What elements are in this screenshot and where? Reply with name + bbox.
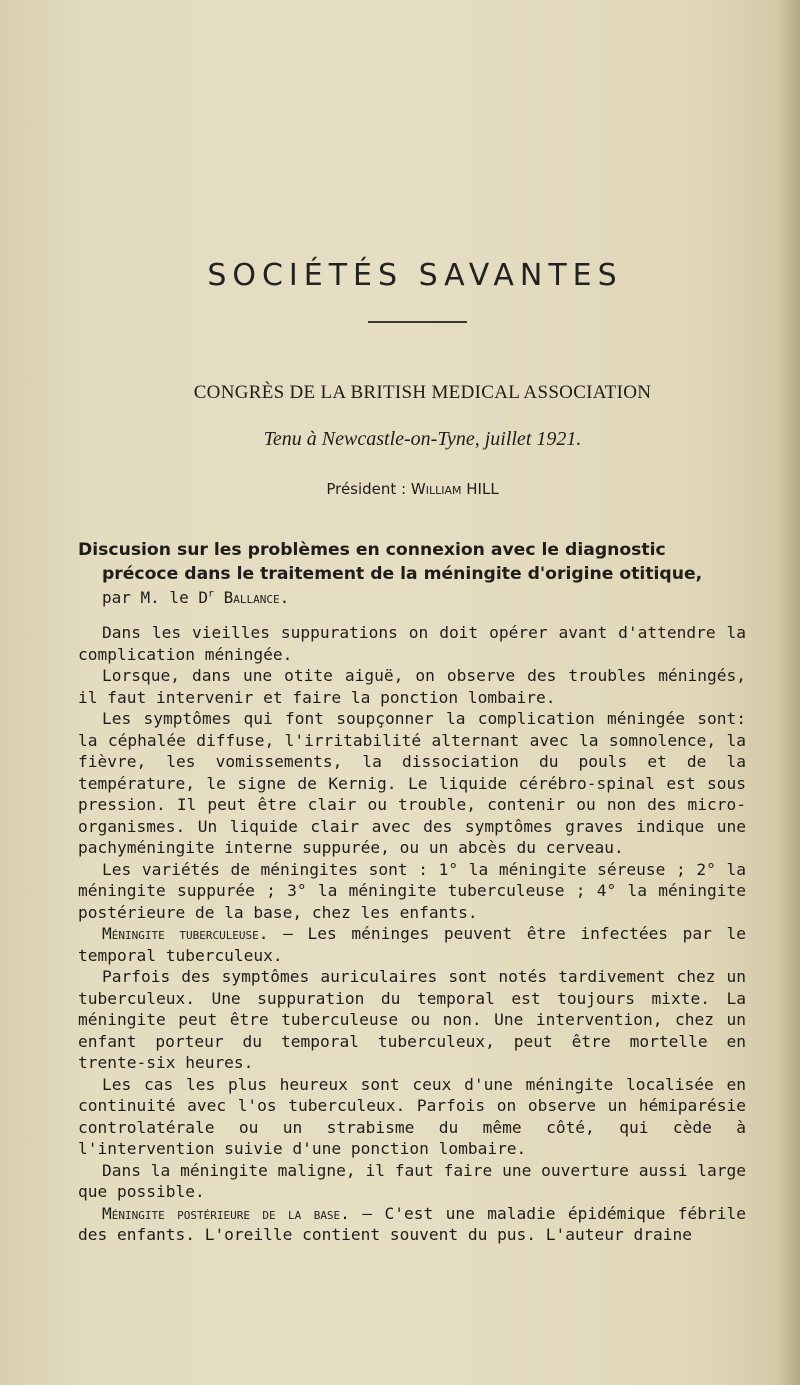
- discussion-title-line1: Discusion sur les problèmes en connexion avec le diagnostic: [78, 540, 666, 560]
- paragraph-9-text: — C'est une maladie épidémique fébrile des enfants. L'oreille contient souvent du pus. L'auteur draine: [78, 1203, 746, 1244]
- section-title: SOCIÉTÉS SAVANTES: [207, 258, 623, 293]
- discussion-title-line2: précoce dans le traitement de la méningite d'origine otitique,: [102, 564, 703, 584]
- paragraph-5-text: — Les méninges peuvent être infectées par le temporal tuberculeux.: [78, 924, 746, 965]
- byline-prefix: par M. le D: [102, 588, 208, 607]
- president-line: [0, 480, 800, 498]
- paragraph-2: Lorsque, dans une otite aiguë, on observe des troubles méningés, il faut intervenir et faire la ponction lombaire.: [78, 666, 746, 707]
- byline-sup: r: [207, 588, 214, 600]
- president-label: Président :: [326, 480, 411, 498]
- byline: [78, 586, 758, 610]
- subheading-posterieure: Méningite postérieure de la base.: [102, 1203, 350, 1223]
- congress-location: Tenu à Newcastle-on-Tyne, juillet 1921.: [263, 428, 582, 450]
- paragraph-9: [78, 1203, 746, 1246]
- paragraph-4: Les variétés de méningites sont : 1° la méningite séreuse ; 2° la méningite suppurée ; 3° la méningite tuberculeuse ; 4° la méningite postérieure de la base, chez les enfants.: [78, 859, 746, 922]
- title-divider: [368, 321, 467, 323]
- discussion-heading: [78, 538, 758, 610]
- page-edge-shadow: [778, 0, 800, 1385]
- president-first-name: William: [410, 480, 462, 498]
- paragraph-8: Dans la méningite maligne, il faut faire une ouverture aussi large que possible.: [78, 1160, 746, 1201]
- paragraph-1: Dans les vieilles suppurations on doit opérer avant d'attendre la complication méningée.: [78, 623, 746, 664]
- byline-author: Ballance.: [214, 588, 290, 607]
- subheading-tuberculeuse: Méningite tuberculeuse.: [102, 924, 269, 943]
- congress-heading: CONGRÈS DE LA BRITISH MEDICAL ASSOCIATION: [193, 382, 652, 403]
- president-last-name: HILL: [461, 480, 499, 498]
- paragraph-6: Parfois des symptômes auriculaires sont notés tardivement chez un tuberculeux. Une suppuration du temporal est toujours mixte. La méningite peut être tuberculeuse ou non. Une intervention, chez un enfant porteur du temporal tuberculeux, peut être mortelle en trente-six heures.: [78, 967, 746, 1072]
- paragraph-3: Les symptômes qui font soupçonner la complication méningée sont: la céphalée diffuse, l'irritabilité alternant avec la somnolence, la fièvre, les vomissements, la dissociation du pouls et de la température, le signe de Kernig. Le liquide cérébro-spinal est sous pression. Il peut être clair ou trouble, contenir ou non des micro-organismes. Un liquide clair avec des symptômes graves indique une pachyméningite interne suppurée, ou un abcès du cerveau.: [78, 709, 746, 857]
- article-body: [78, 622, 746, 1246]
- paragraph-5: [78, 923, 746, 966]
- paragraph-7: Les cas les plus heureux sont ceux d'une méningite localisée en continuité avec l'os tuberculeux. Parfois on observe un hémiparésie controlatérale ou un strabisme du même côté, qui cède à l'intervention suivie d'une ponction lombaire.: [78, 1074, 746, 1158]
